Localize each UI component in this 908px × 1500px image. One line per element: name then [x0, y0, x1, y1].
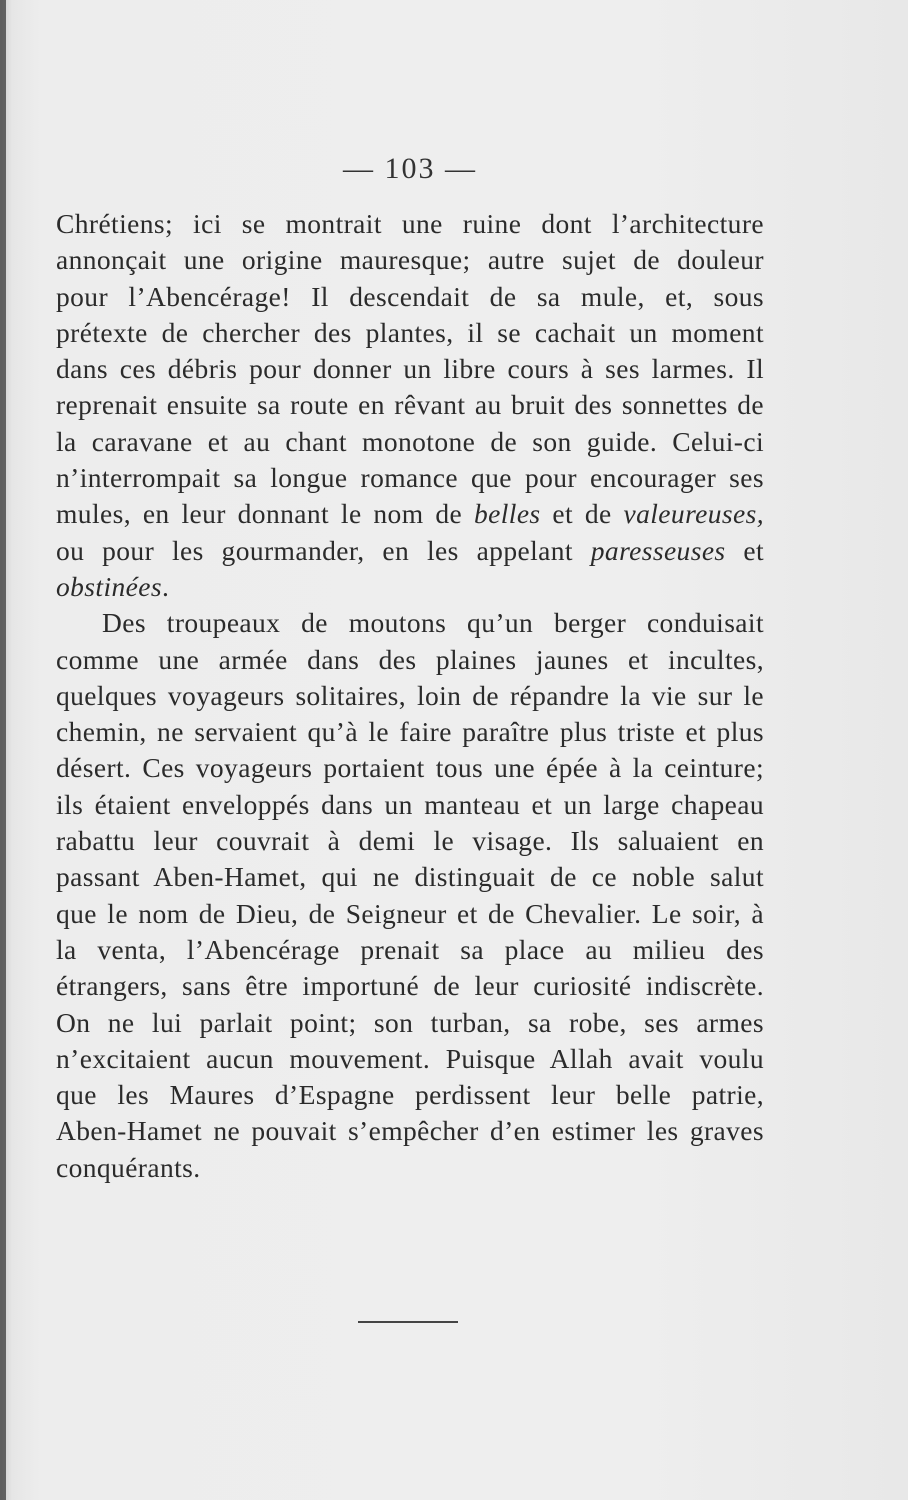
- paragraph-1-text-2: et de: [540, 498, 624, 530]
- paragraph-1-text-5: .: [161, 570, 170, 602]
- page-number: — 103 —: [343, 152, 477, 185]
- italic-valeureuses: valeureuses,: [623, 498, 764, 530]
- italic-obstinees: obstinées: [56, 570, 162, 602]
- end-rule: [358, 1321, 458, 1323]
- paragraph-1-text-4: et: [725, 534, 765, 566]
- binding-edge: [0, 0, 6, 1500]
- paragraph-1-text-1: Chrétiens; ici se montrait une ruine dont l’architecture annonçait une origine mauresque; autre sujet de douleur pour l’Abencérage! Il descendait de sa mule, et, sous prétexte de chercher des plantes, il se cachait un moment dans ces débris pour donner un libre cours à ses larmes. Il reprenait ensuite sa route en rêvant au bruit des sonnettes de la caravane et au chant monotone de son guide. Celui-ci n’interrompait sa longue romance que pour encourager ses mules, en leur donnant le nom de: [56, 208, 764, 530]
- paragraph-1-text-3: ou pour les gourmander, en les appelant: [56, 534, 591, 566]
- italic-paresseuses: paresseuses: [590, 534, 726, 566]
- italic-belles: belles: [473, 498, 541, 530]
- paragraph-1: [56, 206, 764, 605]
- text-body: [56, 206, 764, 1186]
- paragraph-2: Des troupeaux de moutons qu’un berger conduisait comme une armée dans des plaines jaunes et incultes, quelques voyageurs solitaires, loin de répandre la vie sur le chemin, ne servaient qu’à le faire paraître plus triste et plus désert. Ces voyageurs portaient tous une épée à la ceinture; ils étaient enveloppés dans un manteau et un large chapeau rabattu leur couvrait à demi le visage. Ils saluaient en passant Aben-Hamet, qui ne distinguait de ce noble salut que le nom de Dieu, de Seigneur et de Chevalier. Le soir, à la venta, l’Abencérage prenait sa place au milieu des étrangers, sans être importuné de leur curiosité indiscrète. On ne lui parlait point; son turban, sa robe, ses armes n’excitaient aucun mouvement. Puisque Allah avait voulu que les Maures d’Espagne perdissent leur belle patrie, Aben-Hamet ne pouvait s’empêcher d’en estimer les graves conquérants.: [56, 607, 764, 1183]
